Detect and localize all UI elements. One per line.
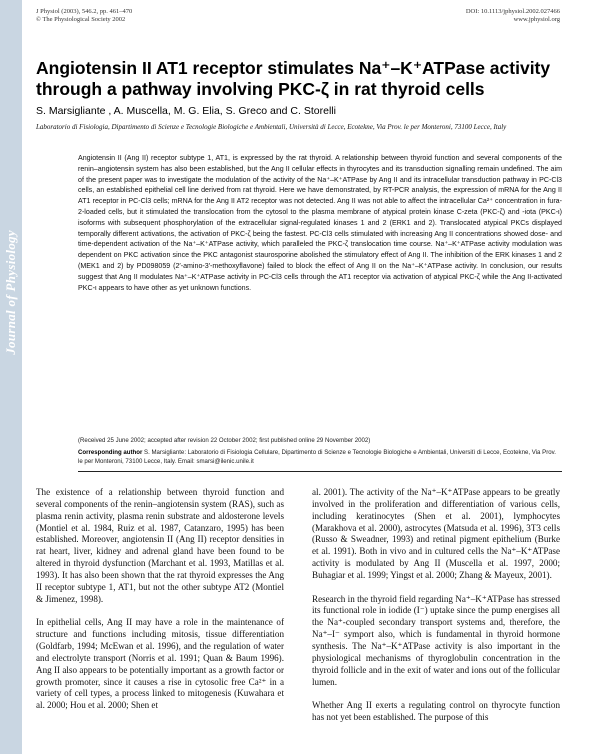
copyright: © The Physiological Society 2002 — [36, 16, 126, 23]
paragraph: The existence of a relationship between thyroid function and several components of the renin–angiotensin system (RAS), such as plasma renin activity, plasma renin substrate and aldosterone levels (Montiel et al. 1984, Ruiz et al. 1987, Catanzaro, 1995) has been established. Moreover, angiotensin II (Ang II) receptor densities in rat heart, liver, kidney and adrenal gland have been found to be altered in thyroid dysfunction (Marchant et al. 1993, Matillas et al. 1993). It has also been shown that the rat thyroid expresses the Ang II receptor subtype 1, AT1, but not the other subtype AT2 (Montiel & Jimenez, 1998). — [36, 487, 284, 604]
header-right — [466, 8, 560, 24]
corresponding-label: Corresponding author — [78, 449, 143, 456]
author-list: S. Marsigliante , A. Muscella, M. G. Elia, S. Greco and C. Storelli — [36, 105, 336, 117]
affiliation: Laboratorio di Fisiologia, Dipartimento di Scienze e Tecnologie Biologiche e Ambientali, Università di Lecce, Ecotekne, Via Prov. le per Monteroni, 73100 Lecce, Italy — [36, 123, 507, 131]
corresponding-details: S. Marsigliante: Laboratorio di Fisiologia Cellulare, Dipartimento di Scienze e Tecnologie Biologiche e Ambientali, Universitì di Lecce, Ecotekne, Via Prov. le per Monteroni, 73100 Lecce, Italy. Email: smarsi@ilenic.unile.it — [78, 449, 556, 466]
divider — [78, 471, 562, 472]
doi: DOI: 10.1113/jphysiol.2002.027466 — [465, 8, 560, 15]
journal-sidebar — [0, 0, 22, 754]
header-left — [36, 8, 132, 24]
received-dates: (Received 25 June 2002; accepted after revision 22 October 2002; first published online 29 November 2002) — [78, 437, 371, 444]
citation: J Physiol (2003), 546.2, pp. 461–470 — [36, 8, 133, 15]
paragraph: Whether Ang II exerts a regulating control on thyrocyte function has not yet been established. The purpose of this — [312, 700, 560, 723]
article-title: Angiotensin II AT1 receptor stimulates Na⁺–K⁺ATPase activity through a pathway involving PKC-ζ in rat thyroid cells — [36, 58, 551, 99]
abstract: Angiotensin II (Ang II) receptor subtype 1, AT1, is expressed by the rat thyroid. A relationship between thyroid function and several components of the renin–angiotensin system has also been established, but the Ang II cellular effects in thyrocytes and its transduction signalling remain undefined. The aim of the present paper was to investigate the modulation of the activity of the Na⁺–K⁺ATPase by Ang II and its intracellular transduction pathway in PC-Cl3 cells, an established epithelial cell line derived from rat thyroid. Here we have demonstrated, by RT-PCR analysis, the expression of mRNA for the Ang II AT1 receptor in PC-Cl3 cells; mRNA for the Ang II AT2 receptor was not detected. Ang II was not able to affect the intracellular Ca²⁺ concentration in fura-2-loaded cells, but it stimulated the translocation from the cytosol to the plasma membrane of atypical protein kinase C-zeta (PKC-ζ) and -iota (PKC-ι) isoforms with subsequent phosphorylation of the extracellular signal-regulated kinases 1 and 2 (ERK1 and 2). Translocated atypical PKCs displayed temporally different activations, the activation of PKC-ζ being the fastest. PC-Cl3 cells stimulated with increasing Ang II concentrations showed dose- and time-dependent activation of the Na⁺–K⁺ATPase activity, which paralleled the PKC-ζ translocation time course. Na⁺–K⁺ATPase activity modulation was dependent on PKC activation since the PKC antagonist staurosporine abolished the stimulatory effect of Ang II. The inhibition of the ERK kinases 1 and 2 (MEK1 and 2) by PD098059 (2′-amino-3′-methoxyflavone) failed to block the effect of Ang II on the Na⁺–K⁺ATPase activity. In conclusion, our results suggest that Ang II modulates Na⁺–K⁺ATPase activity in PC-Cl3 cells through the AT1 receptor via activation of atypical PKC-ζ while the Ang II-activated PKC-ι appears to have other as yet unknown functions. — [78, 154, 562, 292]
body-column-left — [36, 487, 284, 724]
body-column-right — [312, 487, 560, 736]
corresponding-author — [78, 448, 562, 467]
paragraph: In epithelial cells, Ang II may have a role in the maintenance of structure and functions including mitosis, tissue differentiation (Goldfarb, 1994; McEwan et al. 1996), and the regulation of water and electrolyte transport (Norris et al. 1991; Quan & Baum 1996). Ang II also appears to be potentially important as a growth factor or growth promoter, since it causes a rise in cytosolic free Ca²⁺ in a variety of cell types, a process linked to mitogenesis (Kuwahara et al. 2000; Hou et al. 2000; Shen et — [36, 617, 284, 711]
paragraph: al. 2001). The activity of the Na⁺–K⁺ATPase appears to be greatly involved in the proliferation and differentiation of various cells, including keratinocytes (Shen et al. 2001), lymphocytes (Marakhova et al. 2000), astrocytes (Matsuda et al. 1996), 3T3 cells (Russo & Sweadner, 1993) and retinal pigment epithelium (Burke et al. 1991). Both in vivo and in cultured cells the Na⁺–K⁺ATPase activity is modulated by Ang II (Muscella et al. 1997, 2000; Buhagiar et al. 1999; Yingst et al. 2000; Zhang & Mayeux, 2001). — [312, 487, 560, 580]
journal-name: Journal of Physiology — [3, 230, 18, 355]
journal-url[interactable]: www.jphysiol.org — [513, 16, 560, 23]
paragraph: Research in the thyroid field regarding Na⁺–K⁺ATPase has stressed its functional role in iodide (I⁻) uptake since the pump energises all the Na⁺-coupled secondary transport systems and, therefore, the Na⁺–I⁻ symport also, which is fundamental in thyroid hormone synthesis. The Na⁺–K⁺ATPase activity is also important in the physiological mechanisms of thyroglobulin concentration in the thyroid follicle and in the exit of water and ions out of the follicular lumen. — [312, 593, 560, 687]
